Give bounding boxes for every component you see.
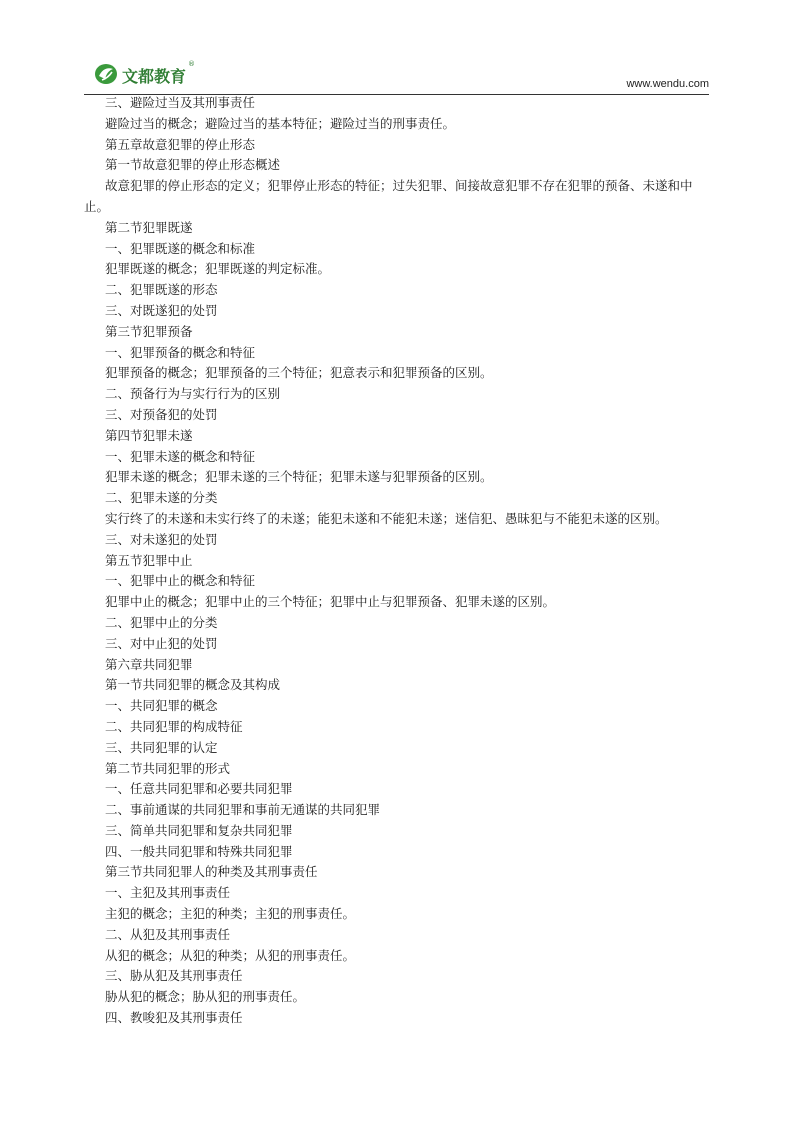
section-heading: 第二节犯罪既遂 — [105, 219, 193, 235]
text-line: 三、胁从犯及其刑事责任 — [105, 968, 243, 984]
text-line: 三、对中止犯的处罚 — [105, 635, 218, 651]
document-body — [84, 93, 709, 1029]
section-heading: 第三节共同犯罪人的种类及其刑事责任 — [105, 864, 318, 880]
text-line: 犯罪既遂的概念；犯罪既遂的判定标准。 — [105, 261, 331, 277]
text-line: 一、共同犯罪的概念 — [105, 698, 218, 714]
text-line: 犯罪预备的概念；犯罪预备的三个特征；犯意表示和犯罪预备的区别。 — [105, 365, 493, 381]
text-line: 二、事前通谋的共同犯罪和事前无通谋的共同犯罪 — [105, 802, 381, 818]
text-line: 一、犯罪既遂的概念和标准 — [105, 240, 256, 256]
chapter-heading: 第五章故意犯罪的停止形态 — [105, 136, 256, 152]
site-url: www.wendu.com — [626, 78, 709, 90]
text-line: 二、从犯及其刑事责任 — [105, 926, 231, 942]
text-line: 四、一般共同犯罪和特殊共同犯罪 — [105, 843, 293, 859]
logo-registered-mark: ® — [188, 60, 195, 68]
text-line: 主犯的概念；主犯的种类；主犯的刑事责任。 — [105, 906, 356, 922]
section-heading: 第三节犯罪预备 — [105, 323, 193, 339]
text-line: 一、犯罪未遂的概念和特征 — [105, 448, 256, 464]
text-line: 二、共同犯罪的构成特征 — [105, 718, 243, 734]
section-heading: 第一节故意犯罪的停止形态概述 — [105, 157, 281, 173]
text-line: 一、犯罪预备的概念和特征 — [105, 344, 256, 360]
text-line: 犯罪中止的概念；犯罪中止的三个特征；犯罪中止与犯罪预备、犯罪未遂的区别。 — [105, 594, 556, 610]
section-heading: 第一节共同犯罪的概念及其构成 — [105, 677, 281, 693]
text-line: 胁从犯的概念；胁从犯的刑事责任。 — [105, 989, 306, 1005]
text-line: 三、对未遂犯的处罚 — [105, 531, 218, 547]
text-line: 三、对预备犯的处罚 — [105, 406, 218, 422]
text-line: 二、预备行为与实行行为的区别 — [105, 386, 281, 402]
text-line: 一、主犯及其刑事责任 — [105, 885, 231, 901]
section-heading: 第二节共同犯罪的形式 — [105, 760, 231, 776]
text-line: 避险过当的概念；避险过当的基本特征；避险过当的刑事责任。 — [105, 115, 456, 131]
text-line: 二、犯罪中止的分类 — [105, 614, 218, 630]
text-line: 三、简单共同犯罪和复杂共同犯罪 — [105, 822, 293, 838]
text-line: 犯罪未遂的概念；犯罪未遂的三个特征；犯罪未遂与犯罪预备的区别。 — [105, 469, 493, 485]
text-line: 从犯的概念；从犯的种类；从犯的刑事责任。 — [105, 947, 356, 963]
section-heading: 第五节犯罪中止 — [105, 552, 193, 568]
logo-text: 文都教育 — [122, 67, 187, 86]
page-header — [84, 52, 709, 95]
text-line: 三、共同犯罪的认定 — [105, 739, 218, 755]
text-line: 二、犯罪未遂的分类 — [105, 490, 218, 506]
text-paragraph: 故意犯罪的停止形态的定义；犯罪停止形态的特征；过失犯罪、间接故意犯罪不存在犯罪的预备、未遂和中止。 — [84, 178, 693, 214]
chapter-heading: 第六章共同犯罪 — [105, 656, 193, 672]
text-line: 二、犯罪既遂的形态 — [105, 282, 218, 298]
text-line: 一、任意共同犯罪和必要共同犯罪 — [105, 781, 293, 797]
text-line: 三、对既遂犯的处罚 — [105, 302, 218, 318]
text-line: 三、避险过当及其刑事责任 — [105, 95, 256, 110]
text-line: 四、教唆犯及其刑事责任 — [105, 1010, 243, 1026]
text-line: 实行终了的未遂和未实行终了的未遂；能犯未遂和不能犯未遂；迷信犯、愚昧犯与不能犯未遂的区别。 — [105, 510, 668, 526]
text-line: 一、犯罪中止的概念和特征 — [105, 573, 256, 589]
section-heading: 第四节犯罪未遂 — [105, 427, 193, 443]
